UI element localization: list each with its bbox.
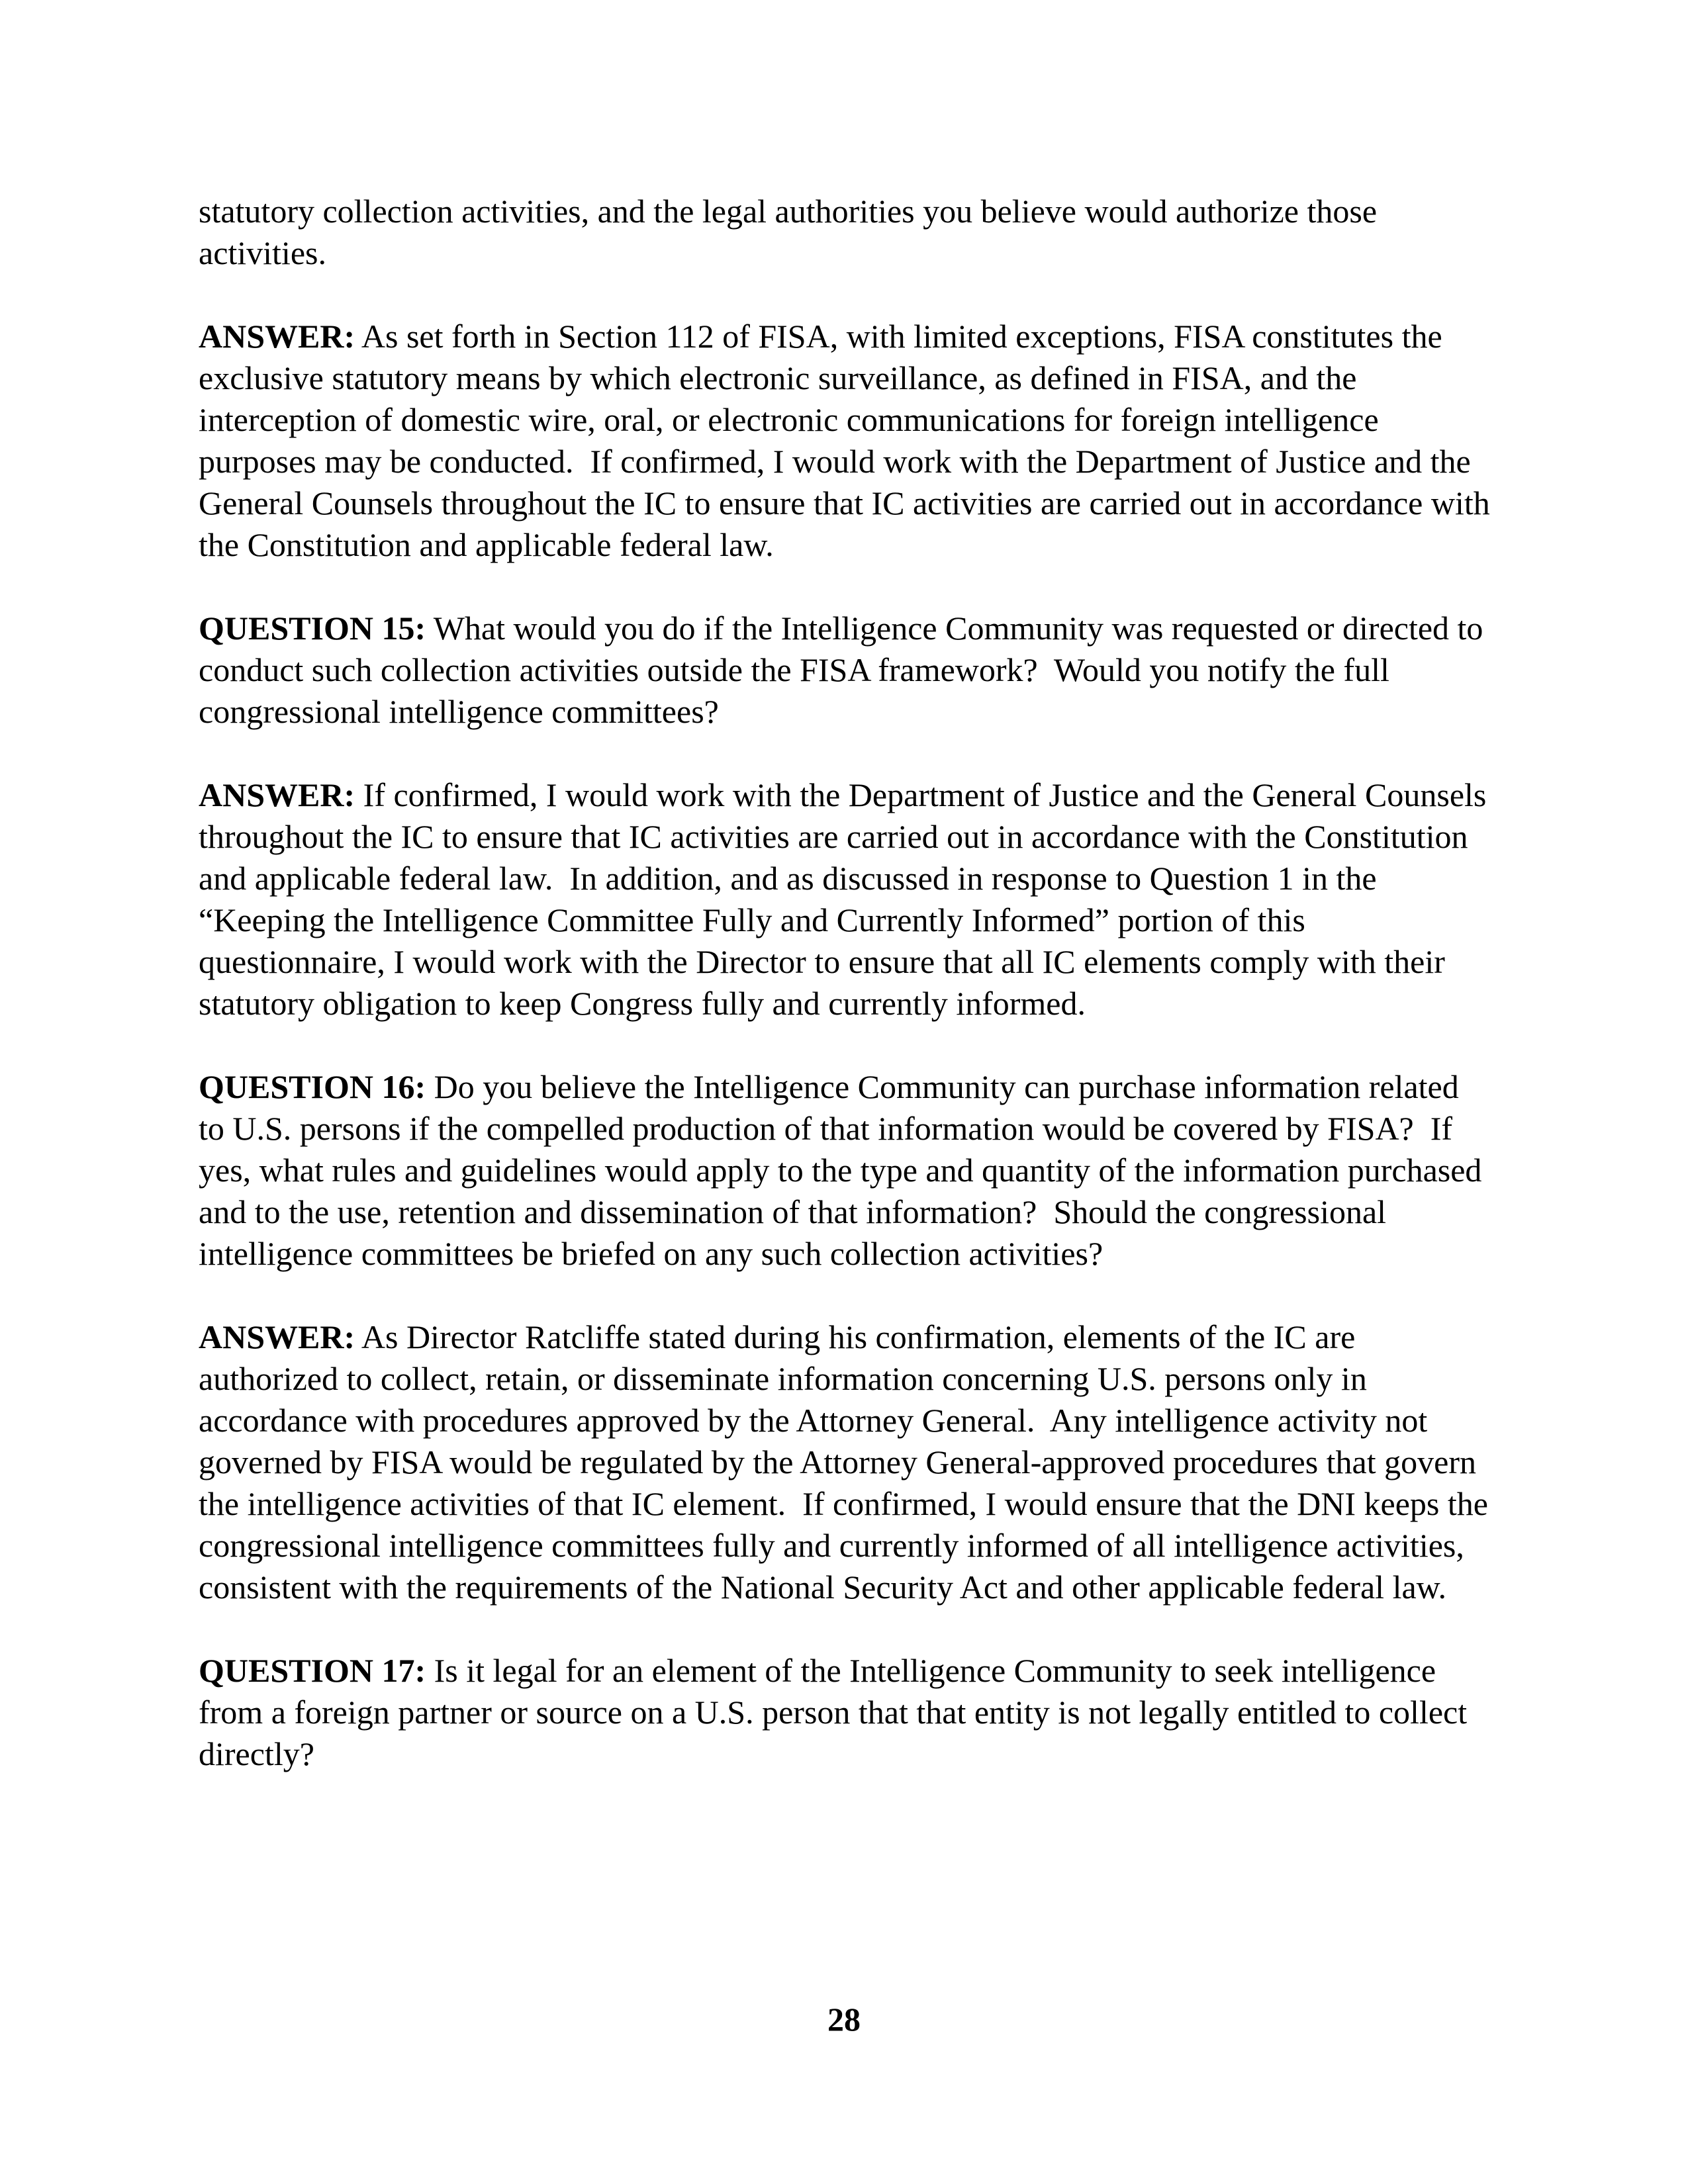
paragraph-text: statutory collection activities, and the legal authorities you believe would authorize those activities. [199, 193, 1385, 271]
answer-text: If confirmed, I would work with the Department of Justice and the General Counsels throughout the IC to ensure that IC activities are carried out in accordance with the Constitution and applicable federal law. In addition, and as discussed in response to Question 1 in the “Keeping the Intelligence Committee Fully and Currently Informed” portion of this questionnaire, I would work with the Director to ensure that all IC elements comply with their statutory obligation to keep Congress fully and currently informed. [199, 776, 1495, 1022]
answer-label: ANSWER: [199, 776, 355, 813]
question-17-paragraph [199, 1650, 1491, 1775]
question-16-label: QUESTION 16: [199, 1068, 426, 1105]
question-15-label: QUESTION 15: [199, 610, 426, 647]
answer-text: As set forth in Section 112 of FISA, with limited exceptions, FISA constitutes the exclusive statutory means by which electronic surveillance, as defined in FISA, and the interception of domestic wire, oral, or electronic communications for foreign intelligence purposes may be conducted. If confirmed, I would work with the Department of Justice and the General Counsels throughout the IC to ensure that IC activities are carried out in accordance with the Constitution and applicable federal law. [199, 318, 1499, 563]
continuation-paragraph [199, 191, 1491, 274]
answer-label: ANSWER: [199, 318, 355, 355]
answer-paragraph-3 [199, 1316, 1497, 1608]
answer-label: ANSWER: [199, 1318, 355, 1355]
question-15-text: What would you do if the Intelligence Community was requested or directed to conduct such collection activities outside the FISA framework? Would you notify the full congressional intelligence committees? [199, 610, 1491, 730]
answer-paragraph-2 [199, 774, 1495, 1024]
page-number: 28 [827, 2001, 861, 2038]
question-15-paragraph [199, 608, 1491, 733]
question-16-text: Do you believe the Intelligence Community can purchase information related to U.S. persons if the compelled production of that information would be covered by FISA? If yes, what rules and guidelines would apply to the type and quantity of the information purchased and to the use, retention and dissemination of that information? Should the congressional intelligence committees be briefed on any such collection activities? [199, 1068, 1490, 1272]
answer-text: As Director Ratcliffe stated during his confirmation, elements of the IC are authorized to collect, retain, or disseminate information concerning U.S. persons only in accordance with procedures approved by the Attorney General. Any intelligence activity not governed by FISA would be regulated by the Attorney General-approved procedures that govern the intelligence activities of that IC element. If confirmed, I would ensure that the DNI keeps the congressional intelligence committees fully and currently informed of all intelligence activities, consistent with the requirements of the National Security Act and other applicable federal law. [199, 1318, 1497, 1606]
question-16-paragraph [199, 1066, 1491, 1275]
answer-paragraph-1 [199, 316, 1499, 566]
question-17-text: Is it legal for an element of the Intelligence Community to seek intelligence from a foreign partner or source on a U.S. person that that entity is not legally entitled to collect directly? [199, 1652, 1476, 1772]
question-17-label: QUESTION 17: [199, 1652, 426, 1689]
page-content [199, 191, 1499, 1775]
